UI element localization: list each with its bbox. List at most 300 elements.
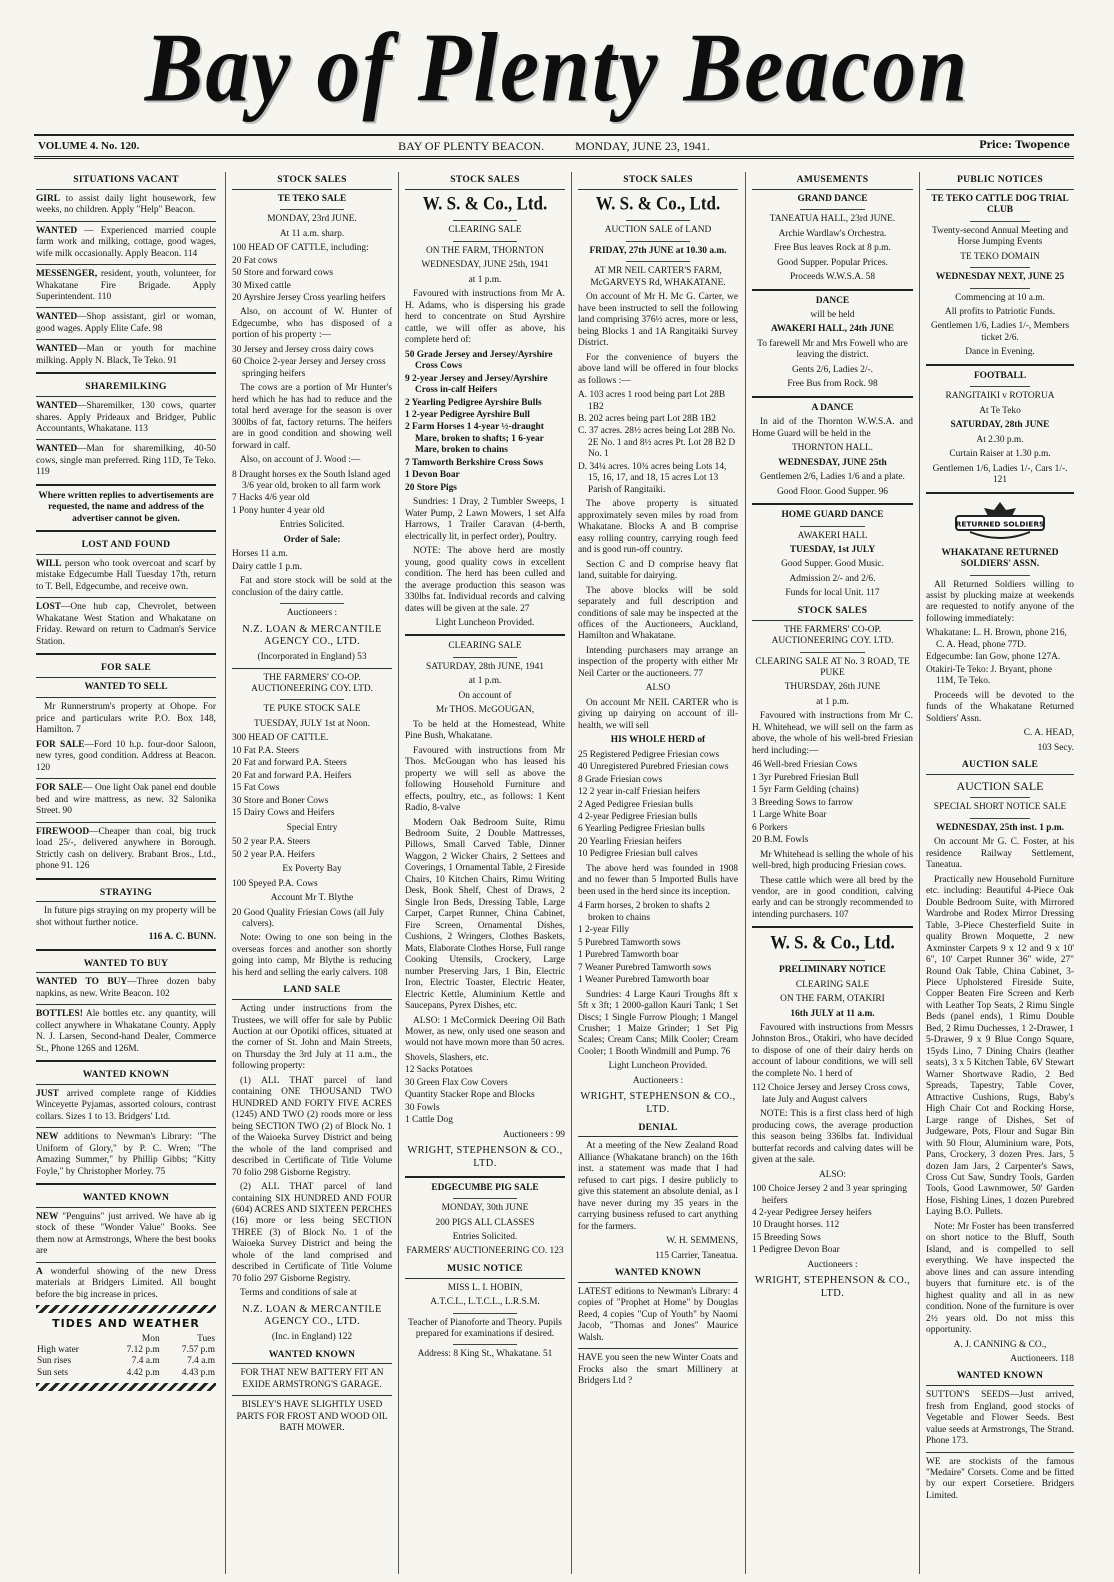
list-item: 15 Fat Cows [232, 783, 280, 794]
classified-ad: FOR THAT NEW BATTERY FIT AN EXIDE ARMSTRONG'S GARAGE. [240, 1368, 384, 1390]
list-item: Quantity Stacker Rope and Blocks [405, 1090, 535, 1101]
event-date: WEDNESDAY NEXT, JUNE 25 [935, 272, 1065, 283]
tides-value: 7.12 p.m [126, 1344, 160, 1355]
event-venue: TE TEKO DOMAIN [960, 251, 1040, 262]
event-venue: THORNTON HALL. [791, 443, 874, 454]
paragraph: Terms and conditions of sale at [240, 1288, 357, 1299]
list-item: 7 Tamworth Berkshire Cross Sows [405, 457, 544, 468]
list-item: C. 37 acres. 28½ acres being Lot 28B No. 2E No. 1 and 8½ acres Pt. Lot 28 B2 D No. 1 [578, 426, 736, 460]
divider [405, 1176, 565, 1178]
event-detail: Free Bus leaves Rock at 8 p.m. [774, 243, 891, 254]
divider [36, 1060, 216, 1062]
event-detail: Proceeds W.W.S.A. 58 [789, 272, 876, 283]
list-item: 50 2 year P.A. Steers [232, 837, 311, 848]
list-item: Shovels, Slashers, etc. [405, 1052, 489, 1063]
dateline-center [34, 136, 1074, 156]
divider [926, 492, 1074, 494]
event-title: FOOTBALL [973, 370, 1027, 381]
teacher-name: MISS L. I. HOBIN, [447, 1282, 523, 1293]
sale-date: SATURDAY, 28th JUNE, 1941 [426, 661, 544, 672]
price: Price: Twopence [979, 140, 1070, 151]
ad-text: wonderful showing of the new Dress materials at Bridgers Limited. All bought before the big increase in prices. [36, 1266, 216, 1300]
paragraph: On account of Mr H. Mc G. Carter, we have been instructed to sell the following land comprising 376½ acres, more or less, being Blocks 1 and 1A Rangitaiki Survey District. [578, 292, 738, 349]
event-title: GRAND DANCE [797, 193, 868, 204]
list-item: 1 3yr Purebred Friesian Bull [752, 772, 859, 783]
divider [36, 778, 216, 779]
section-heading: LOST AND FOUND [36, 537, 216, 555]
ad-text: —Three dozen baby napkins, as new. Write Beacon. 102 [36, 977, 216, 999]
paragraph: The above property is situated approximately seven miles by road from Whakatane. Blocks A and B comprise easy rolling country, carrying rough feed and is good run-off country. [578, 499, 738, 556]
section-heading: MUSIC NOTICE [405, 1261, 565, 1279]
classified-ad [36, 827, 216, 873]
ad-text: — Experienced married couple farm work and milking, cottage, good wages, wife milk occasionally. Apply Beacon. 114 [36, 225, 216, 259]
section-heading: WANTED KNOWN [36, 1190, 216, 1208]
order-list [232, 549, 392, 573]
firm-name: FARMERS' AUCTIONEERING CO. 123 [406, 1246, 564, 1257]
list-item: 100 Speyed P.A. Cows [232, 878, 318, 889]
paragraph: These cattle which were all bred by the vendor, are in good condition, calving early and can be strongly recommended to intending purchasers. 107 [752, 875, 913, 920]
entries-note: Entries Solicited. [279, 520, 345, 531]
list-item: 3 Breeding Sows to farrow [752, 797, 854, 808]
divider [232, 1395, 392, 1396]
list-item: 30 Green Flax Cow Covers [405, 1077, 508, 1088]
column-3 [405, 172, 565, 1574]
list-item: 50 Store and forward cows [232, 268, 334, 279]
list-item: 2 Yearling Pedigree Ayrshire Bulls [405, 397, 542, 408]
sale-title: AUCTION SALE [956, 778, 1044, 793]
sale-title: CLEARING SALE [448, 225, 522, 236]
divider [453, 1344, 517, 1345]
event-detail: Commencing at 10 a.m. [955, 292, 1045, 303]
classified-list [36, 559, 216, 648]
paragraph: Teacher of Pianoforte and Theory. Pupils prepared for examinations if desired. [408, 1317, 562, 1340]
list-item: 1 Large White Boar [752, 810, 827, 821]
event-date: WEDNESDAY, JUNE 25th [778, 457, 887, 468]
classified-list [36, 401, 216, 479]
sale-title: TE PUKE STOCK SALE [263, 704, 361, 715]
table-row [36, 1345, 216, 1356]
sale-date: WEDNESDAY, 25th inst. 1 p.m. [936, 822, 1064, 833]
rsa-badge-icon [952, 500, 1048, 544]
list-item: 1 5yr Farm Gelding (chains) [752, 785, 859, 796]
divider [926, 364, 1074, 366]
stock-list [405, 1053, 565, 1127]
ad-lead: A [36, 1266, 43, 1277]
classified-ad [36, 1267, 216, 1301]
auctioneers-label: Auctioneers : [286, 608, 338, 619]
list-item: 30 Jersey and Jersey cross dairy cows [232, 344, 374, 355]
ad-text: —Cheaper than coal, big truck load 25/-, delivered anywhere in Borough. Strictly cash on delivery. Brabant Bros., Ltd., phone 91. 126 [36, 826, 216, 872]
ad-lead: NEW [36, 1211, 59, 1222]
paragraph: ALSO: 1 McCormick Deering Oil Bath Mower, as new, only used one season and would not have mown more than 50 acres. [405, 1015, 565, 1049]
section-heading: WANTED KNOWN [926, 1368, 1074, 1386]
column-2 [232, 172, 392, 1574]
sale-title: CLEARING SALE AT No. 3 ROAD, TE PUKE [755, 656, 910, 678]
list-item: 6 Yearling Pedigree Friesian bulls [578, 824, 705, 835]
divider [453, 241, 517, 242]
sale-time: At 11 a.m. sharp. [279, 228, 345, 239]
divider [752, 289, 913, 291]
ad-text: —Shop assistant, girl or woman, good wages. Apply Elite Cafe. 98 [36, 312, 216, 334]
divider [752, 926, 913, 928]
order-heading: Order of Sale: [283, 534, 341, 545]
list-item: 4 2-year Pedigree Friesian bulls [578, 812, 698, 822]
paragraph: Favoured with instructions from Mr A. H. Adams, who is dispersing his grade herd to concentrate on Stud Ayrshire cattle, we will offer as above, his complete herd of: [405, 289, 565, 346]
list-item: 10 Pedigree Friesian bull calves [578, 849, 698, 860]
event-title: A DANCE [811, 402, 854, 413]
paragraph: Sundries: 4 Large Kauri Troughs 8ft x 5ft x 3ft; 1 2000-gallon Kauri Tank; 1 Set Discs; 1 Single Furrow Plough; 1 Mangel Crusher; 1 Maize Grinder; 1 Set Pig Scales; Cream Cans; Milk Cooler; Cream Cooler; 1 Booth Windmill and Pump. 76 [578, 989, 738, 1057]
list-item: 1 Purebred Tamworth boar [578, 950, 679, 961]
paragraph: Modern Oak Bedroom Suite, Rimu Bedroom Suite, 2 Double Mattresses, Pillows, Small Carved Table, Dinner Waggon, 2 Wicker Chairs, 2 Settees and Coverings, 1 Ornamental Table, 2 Fireside Chairs, 10 Kitchen Chairs, Rimu Writing Desk, Book Shelf, Chest of Draws, 2 Single Iron Beds, Dressing Table, Large Carpet, Carpet Runner, China Cabinet, Fire Screen, Ornamental Dishes, Cushions, 2 Wringers, Clothes Baskets, Mats, Elaborate Clothes Horse, Full range Cooking Utensils, Crockery, Large number Preserving Jars, 1 Bin, Electric Iron, Electric Toaster, Electric Heater, Electric Kettle, Aluminium Kettle and Saucepans, Pyrex Dishes, etc. [405, 817, 565, 1012]
list-item: 2 Farm Horses 1 4-year ½-draught Mare, broken to shafts; 1 6-year Mare, broken to chains [405, 422, 544, 456]
paragraph: For the convenience of buyers the above land will be offered in four blocks as follows :— [578, 352, 738, 386]
classified-list [36, 194, 216, 368]
list-item: 20 Yearling Friesian heifers [578, 836, 682, 847]
list-item: 1 2-year Filly [578, 925, 630, 936]
section-heading: WANTED TO BUY [36, 956, 216, 974]
classified-ad: HAVE you seen the new Winter Coats and Frocks also the smart Millinery at Bridgers Ltd ? [578, 1353, 738, 1387]
column-rule [398, 172, 399, 1574]
section-heading: STRAYING [36, 885, 216, 903]
tides-col-tue: Tues [197, 1333, 215, 1344]
stock-list [752, 1184, 913, 1257]
list-item: 8 Grade Friesian cows [578, 774, 663, 785]
event-venue: At Te Teko [979, 405, 1021, 416]
list-item: 2 Aged Pedigree Friesian bulls [578, 799, 694, 810]
divider [36, 822, 216, 823]
list-item: Dairy cattle 1 p.m. [232, 561, 303, 572]
sale-subtitle: SPECIAL SHORT NOTICE SALE [933, 802, 1067, 813]
event-detail: Archie Wardlaw's Orchestra. [778, 228, 887, 239]
divider [970, 267, 1029, 268]
section-heading: FOR SALE [36, 660, 216, 678]
list-item: A. 103 acres 1 rood being part Lot 28B 1B2 [578, 390, 726, 412]
section-heading: STOCK SALES [578, 172, 738, 190]
paragraph: Also, on account of J. Wood :— [240, 455, 361, 466]
tides-value: 7.4 a.m [131, 1356, 160, 1367]
sub-heading: Ex Poverty Bay [282, 864, 342, 875]
list-item: 10 Draught horses. 112 [752, 1220, 840, 1231]
list-item: 15 Breeding Sows [752, 1232, 821, 1243]
column-rule [745, 172, 746, 1574]
divider [970, 818, 1029, 819]
divider [232, 668, 392, 669]
luncheon-note: Light Luncheon Provided. [435, 617, 535, 628]
divider [970, 221, 1029, 222]
tides-value: 7.57 p.m [181, 1344, 215, 1355]
notice: Where written replies to advertisements are requested, the name and address of the advertiser cannot be given. [38, 490, 214, 524]
signature: A. J. CANNING & CO., [953, 1339, 1047, 1350]
classified-ad [36, 602, 216, 648]
paragraph: Proceeds will be devoted to the funds of the Whakatane Returned Soldiers' Assn. [926, 690, 1074, 724]
column-rule [919, 172, 920, 1574]
column-1 [36, 172, 216, 1574]
list-item: 20 Store Pigs [405, 482, 457, 493]
ad-text: arrived complete range of Kiddies Winceyette Pyjamas, assorted colours, contrast collars. Sizes 1 to 13. Bridgers' Ltd. [36, 1088, 216, 1122]
list-item: 6 Porkers [752, 822, 788, 833]
address: Address: 8 King St., Whakatane. 51 [417, 1349, 553, 1360]
sale-location: ON THE FARM, THORNTON [425, 245, 545, 256]
divider [970, 386, 1029, 387]
section-heading: STOCK SALES [752, 603, 913, 621]
paragraph: The cows are a portion of Mr Hunter's herd which he has had to reduce and the total herd average for the season is over 300lbs of fat, factory returns. The heifers are in good condition and showing well forward in calf. [232, 383, 392, 451]
stock-list [578, 750, 738, 861]
ad-lead: BOTTLES! [36, 1009, 83, 1020]
firm-name: THE FARMERS' CO-OP. AUCTIONEERING COY. LTD. [771, 624, 894, 647]
list-item: 30 Mixed cattle [232, 280, 291, 291]
paragraph: Acting under instructions from the Trustees, we will offer for sale by Public Auction at our Opotiki offices, situated at the corner of St. John and Main Streets, on Thursday the 3rd July at 11 a.m., the following property: [232, 1004, 392, 1072]
teacher-quals: A.T.C.L., L.T.C.L., L.R.S.M. [430, 1297, 540, 1308]
divider [36, 264, 216, 265]
classified-ad [36, 401, 216, 435]
ad-text: — One light Oak panel end double bed and wire mattress, as new. 32 Salonika Street. 90 [36, 783, 216, 817]
event-detail: Free Bus from Rock. 98 [787, 379, 878, 390]
list-item: 1 Pony hunter 4 year old [232, 505, 325, 516]
event-detail: Good Supper. Good Music. [781, 559, 884, 570]
firm-logo-text: W. S. & Co., Ltd. [422, 192, 548, 214]
ad-lead: WANTED TO BUY [36, 977, 128, 988]
list-item: 20 Fat cows [232, 255, 278, 266]
classified-ad [36, 977, 216, 1000]
firm-name: N.Z. LOAN & MERCANTILE AGENCY CO., LTD. [242, 623, 382, 648]
sale-date: TUESDAY, JULY 1st at Noon. [254, 718, 370, 729]
tides-label: Sun rises [37, 1356, 72, 1367]
list-item: 10 Fat P.A. Steers [232, 745, 299, 756]
auctioneers-label: Auctioneers : [632, 1075, 684, 1086]
event-detail: Good Supper. Popular Prices. [777, 257, 888, 268]
paragraph: Favoured with instructions from Messrs Johnston Bros., Otakiri, who have decided to dispose of one of their dairy herds on account of labour conditions, we will sell the complete No. 1 herd of [752, 1022, 913, 1079]
divider [800, 652, 864, 653]
section-heading: SHAREMILKING [36, 379, 216, 397]
straying-notice: In future pigs straying on my property will be shot without further notice. [36, 906, 216, 928]
divider [36, 339, 216, 340]
column-6 [926, 172, 1074, 1574]
event-detail: Gents 2/6, Ladies 2/-. [792, 364, 873, 375]
tides-value: 7.4 a.m [187, 1356, 215, 1367]
classified-ad: SUTTON'S SEEDS—Just arrived, fresh from England, good stocks of Vegetable and Flower Seeds. Best value seeds at Armstrongs, The Strand. Phone 173. [926, 1390, 1074, 1447]
divider [970, 575, 1029, 576]
firm-name: WRIGHT, STEPHENSON & CO., LTD. [580, 1091, 736, 1115]
classified-ad [36, 1009, 216, 1055]
ad-lead: WANTED [36, 444, 78, 455]
divider [626, 220, 690, 221]
list-item: 1 Devon Boar [405, 470, 460, 481]
event-detail: At 2.30 p.m. [976, 434, 1024, 445]
list-item: 5 Purebred Tamworth sows [578, 937, 681, 948]
divider [36, 484, 216, 486]
account-of: On account of [458, 690, 512, 701]
paragraph: On account Mr G. C. Foster, at his residence Railway Settlement, Taneatua. [926, 837, 1074, 871]
divider [36, 697, 216, 698]
sale-title: EDGECUMBE PIG SALE [431, 1182, 539, 1193]
section-heading: AMUSEMENTS [752, 172, 913, 190]
list-item: 12 Sacks Potatoes [405, 1065, 473, 1076]
event-detail: will be held [810, 309, 855, 320]
ad-text: Ale bottles etc. any quantity, will collect anywhere in Whakatane County. Apply N. J. Larsen, Second-hand Dealer, Commerce St., Phone 126S and 126M. [36, 1009, 216, 1054]
sale-date: THURSDAY, 26th JUNE [784, 682, 881, 693]
firm-name: THE FARMERS' CO-OP. AUCTIONEERING COY. LTD. [251, 672, 373, 695]
event-detail: Gentlemen 2/6, Ladies 1/6 and a plate. [760, 472, 905, 483]
tides-title: TIDES AND WEATHER [52, 1317, 200, 1331]
list-item: 60 Choice 2-year Jersey and Jersey cross springing heifers [232, 357, 386, 379]
paragraph: Practically new Household Furniture etc. including: Beautiful 4-Piece Oak Double Bedroom Suite, with Mirrored Wardrobe and Rodex Mirror Dressing Table, 3-Piece Chesterfield Suite in quality Brown Moquette, 2 new Axminster Carpets 9 x 12 and 9 x 10' 6", 10' Carpet Runner 36" wide, 27" Round Oak Table, China Cabinet, 3-Piece Upholstered Fireside Suite, Copper Beaten Fire Screen and Kerb with Leather Top Seats, 2 Rimu Single Beds (panel ends), 1 Rimu Double Bed, 2 Rimu Duchesses, 1 2-Drawer, 1 5-Drawer, 9 x 9 Blue Congo Square, 15yds Lino, 7 Dining Chairs (leather seats), 3 x 5 Kitchen Table, 6V Stewart Warner Shortwave Radio, 2 Bed Spreads, Tapestry, Table Cover, Attractive Cushions, Rugs, Baby's High Chair Cot and Rocking Horse, Large range of Dishes, Set of Judgeware, Pots, Flour and Sugar Bin with 50 Flour, Aluminium ware, Pots, Pans, Crockery, 3 dozen Pres. Jars, 5 dozen Jam Jars, 2 Carpenter's Saws, Cross Cut Saw, Sundry Tools, Garden Tools, Good Lawnmower, 50' Garden Hose, Fishing Lines, 1 dozen Purebred Laying B.O. Pullets. [926, 874, 1074, 1218]
paragraph: All Returned Soldiers willing to assist by plucking maize at weekends are requested to notify anyone of the following immediately: [926, 579, 1074, 624]
event-detail: In aid of the Thornton W.W.S.A. and Home Guard will be held in the [752, 417, 913, 439]
ad-text: additions to Newman's Library: "The Uniform of Glory," by P. C. Wren; "The Amazing Summer," by Phillip Gibbs; "Kitty Foyle," by Christopher Morley. 75 [36, 1132, 216, 1177]
classified-ad: BISLEY'S HAVE SLIGHTLY USED PARTS FOR FROST AND WOOD OIL BATH MOWER. [236, 1400, 388, 1434]
paragraph: NOTE: The above herd are mostly young, good quality cows in excellent condition. The herd has been culled and the average production this season was 330lbs fat. Individual records and calving dates will be given at the sale. 27 [405, 546, 565, 614]
list-item: 46 Well-bred Friesian Cows [752, 760, 858, 771]
stock-list [232, 470, 392, 518]
issue-date: MONDAY, JUNE 23, 1941. [575, 139, 710, 153]
divider [800, 960, 864, 961]
classified-list [36, 740, 216, 873]
divider [578, 1348, 738, 1349]
entries-note: Entries Solicited. [452, 1231, 518, 1242]
sub-heading: WANTED TO SELL [84, 681, 168, 692]
classified-list [36, 1212, 216, 1301]
ad-lead: FIREWOOD [36, 826, 90, 837]
event-title: DANCE [815, 295, 850, 306]
list-item: 20 Fat and forward P.A. Steers [232, 758, 347, 769]
list-item: 1 Cattle Dog [405, 1115, 453, 1126]
masthead [0, 10, 1114, 128]
sub-heading: Account Mr T. Blythe [270, 893, 354, 904]
classified-list [36, 977, 216, 1055]
auctioneers-label: Auctioneers : 99 [503, 1129, 565, 1140]
firm-name: WRIGHT, STEPHENSON & CO., LTD. [754, 1275, 911, 1300]
signature: C. A. HEAD, [1023, 728, 1074, 739]
ad-text: —Man for sharemilking, 40-50 cows, single man preferred. Ring 11D, Te Teko. 119 [36, 444, 216, 478]
stock-list [752, 1083, 913, 1106]
ad-lead: GIRL [36, 193, 60, 204]
list-item: 1 Pedigree Devon Boar [752, 1245, 840, 1256]
paragraph: Note: Mr Foster has been transferred on short notice to the Bluff, South Island, and is compelled to sell everything. We have inspected the above lines and can assure intending buyers that furniture etc. is of the highest quality and all in as new condition. None of the furniture is over 2½ years old. Do not miss this opportunity. [926, 1221, 1074, 1336]
classified-ad [36, 1089, 216, 1123]
sale-date: MONDAY, 23rd JUNE. [267, 214, 357, 225]
section-heading: WANTED KNOWN [578, 1265, 738, 1283]
list-item: 20 Ayrshire Jersey Cross yearling heifers [232, 292, 386, 303]
divider [280, 699, 344, 700]
sale-title: TE TEKO SALE [277, 193, 347, 204]
firm-sub: (Inc. in England) 122 [271, 1332, 353, 1343]
classified-ad [36, 312, 216, 335]
event-venue: AWAKERI HALL, 24th JUNE [771, 324, 894, 335]
firm-sub: (Incorporated in England) 53 [257, 652, 367, 663]
emblem-text: RETURNED SOLDIERS [955, 519, 1045, 529]
signature: W. H. SEMMENS, [666, 1236, 738, 1247]
decorative-border [36, 1383, 216, 1391]
list-item: 7 Weaner Purebred Tamworth sows [578, 962, 712, 973]
ad-lead: FOR SALE [36, 739, 85, 750]
event-detail: Twenty-second Annual Meeting and Horse Jumping Events [931, 225, 1069, 248]
paragraph: Intending purchasers may arrange an inspection of the property with either Mr Neil Carter or the auctioneers. 77 [578, 645, 738, 679]
ad-lead: WANTED [36, 401, 78, 412]
event-detail: Admission 2/- and 2/6. [789, 573, 876, 584]
sale-title: CLEARING SALE [795, 979, 870, 990]
sale-time: at 1 p.m. [816, 696, 849, 707]
list-item: 20 Good Quality Friesian Cows (all July calvers). [232, 907, 385, 929]
ad-lead: WILL [36, 558, 62, 569]
sale-title: AUCTION SALE of LAND [604, 225, 712, 236]
sale-date: MONDAY, 30th JUNE [441, 1203, 529, 1214]
tides-value: 4.43 p.m [181, 1367, 215, 1378]
section-heading: PUBLIC NOTICES [926, 172, 1074, 190]
ad-lead: NEW [36, 1132, 59, 1143]
divider [752, 503, 913, 505]
club-name: TE TEKO CATTLE DOG TRIAL CLUB [931, 193, 1069, 216]
ad-text: —Man or youth for machine milking. Apply N. Black, Te Teko. 91 [36, 344, 216, 366]
column-rule [225, 172, 226, 1574]
sale-title: CLEARING SALE [448, 641, 522, 652]
list-item: 40 Unregistered Purebred Friesian cows [578, 762, 729, 773]
section-heading: STOCK SALES [232, 172, 392, 190]
paragraph: (1) ALL THAT parcel of land containing ONE THOUSAND TWO HUNDRED AND FORTY FIVE ACRES (1245) AND TWO (2) roods more or less being SECTION TWO (2) of Block No. 1 of the Waioeka Survey District and being the whole of the land comprised and described in Certificate of Title Volume 70 folio 298 Gisborne Registry. [232, 1075, 392, 1178]
ad-text: —Ford 10 h.p. four-door Saloon, new tyres, good condition. Address at Beacon. 120 [36, 739, 216, 773]
divider [280, 209, 344, 210]
divider [800, 526, 864, 527]
ad-lead: WANTED [36, 225, 78, 236]
ad-text: —One hub cap, Chevrolet, between Whakatane West Station and Whakatane on Friday. Reward on return to Cadman's Service Station. [36, 602, 216, 647]
list-item: Edgecumbe: Ian Gow, phone 127A. [926, 652, 1061, 663]
list-item: 20 Fat and forward P.A. Heifers [232, 770, 352, 781]
tides-table [36, 1334, 216, 1380]
divider [36, 1183, 216, 1185]
stock-list [232, 243, 392, 304]
stock-list [752, 760, 913, 846]
sale-items: 200 PIGS ALL CLASSES [435, 1217, 535, 1228]
list-item: Horses 11 a.m. [232, 549, 288, 560]
list-item: D. 34¼ acres. 10¾ acres being Lots 14, 15, 16, 17, and 18, 15 acres Lot 13 Parish of Rangitaiki. [578, 461, 727, 495]
divider [36, 439, 216, 440]
event-detail: All profits to Patriotic Funds. [944, 306, 1056, 317]
list-item: Otakiri-Te Teko: J. Bryant, phone 11M, Te Teko. [926, 664, 1053, 687]
divider [626, 261, 690, 262]
divider [970, 288, 1029, 289]
paragraph: The above blocks will be sold separately and full description and conditions of sale may be inspected at the offices of the Auctioneers, Auckland, Hamilton and Whakatane. [578, 585, 738, 642]
classified-ad [36, 269, 216, 303]
sale-time: at 1 p.m. [468, 676, 502, 687]
section-heading: WANTED KNOWN [232, 1347, 392, 1365]
event-title: HOME GUARD DANCE [781, 510, 884, 521]
land-blocks [578, 390, 738, 496]
divider [453, 220, 517, 221]
sale-location: ON THE FARM, OTAKIRI [780, 994, 885, 1005]
ad-text: —Sharemilker, 130 cows, quarter shares. Apply Prideaux and Bridger, Public Accountants, Whakatane. 113 [36, 401, 216, 434]
luncheon-note: Light Luncheon Provided. [608, 1061, 708, 1072]
tides-label: Sun sets [37, 1367, 68, 1378]
ad-lead: LOST [36, 602, 62, 613]
stock-list [232, 908, 392, 931]
classified-ad: LATEST editions to Newman's Library: 4 copies of "Prophet at Home" by Douglas Reed, 4 copies "Cup of Youth" by Naomi Jacob, "Thomas and Jones" Maurice Walsh. [578, 1286, 738, 1343]
sale-time: at 1 p.m. [468, 274, 502, 285]
decorative-border [36, 1305, 216, 1313]
event-detail: Gentlemen 1/6, Ladies 1/-, Cars 1/-. 121 [932, 463, 1068, 486]
firm-logo-text: W. S. & Co., Ltd. [770, 932, 895, 954]
paper-name: BAY OF PLENTY BEACON. [398, 139, 545, 153]
list-item: 4 Farm horses, 2 broken to shafts 2 broken to chains [578, 901, 710, 923]
paragraph: Sundries: 1 Dray, 2 Tumbler Sweeps, 1 Water Pump, 2 Lawn Mowers, 1 set Alfa Harrows, 1 Trailer Caravan (4-berth, electrically lit, in perfect order), Poultry. [405, 497, 565, 542]
notice-title: WHAKATANE RETURNED SOLDIERS' ASSN. [941, 547, 1059, 570]
classified-ad [36, 783, 216, 817]
stock-list [405, 350, 565, 495]
sub-heading: ALSO: [818, 1169, 847, 1180]
classified-ad [36, 1132, 216, 1178]
list-item: 8 Draught horses ex the South Island aged 3/6 year old, broken to all farm work [232, 469, 391, 492]
tides-col-mon: Mon [141, 1333, 160, 1344]
paragraph: Section C and D comprise heavy flat land, suitable for dairying. [578, 559, 738, 582]
paragraph: Favoured with instructions from Mr C. H. Whitehead, we will sell on the farm as above, the whole of his well-bred Friesian herd including:— [752, 711, 913, 756]
